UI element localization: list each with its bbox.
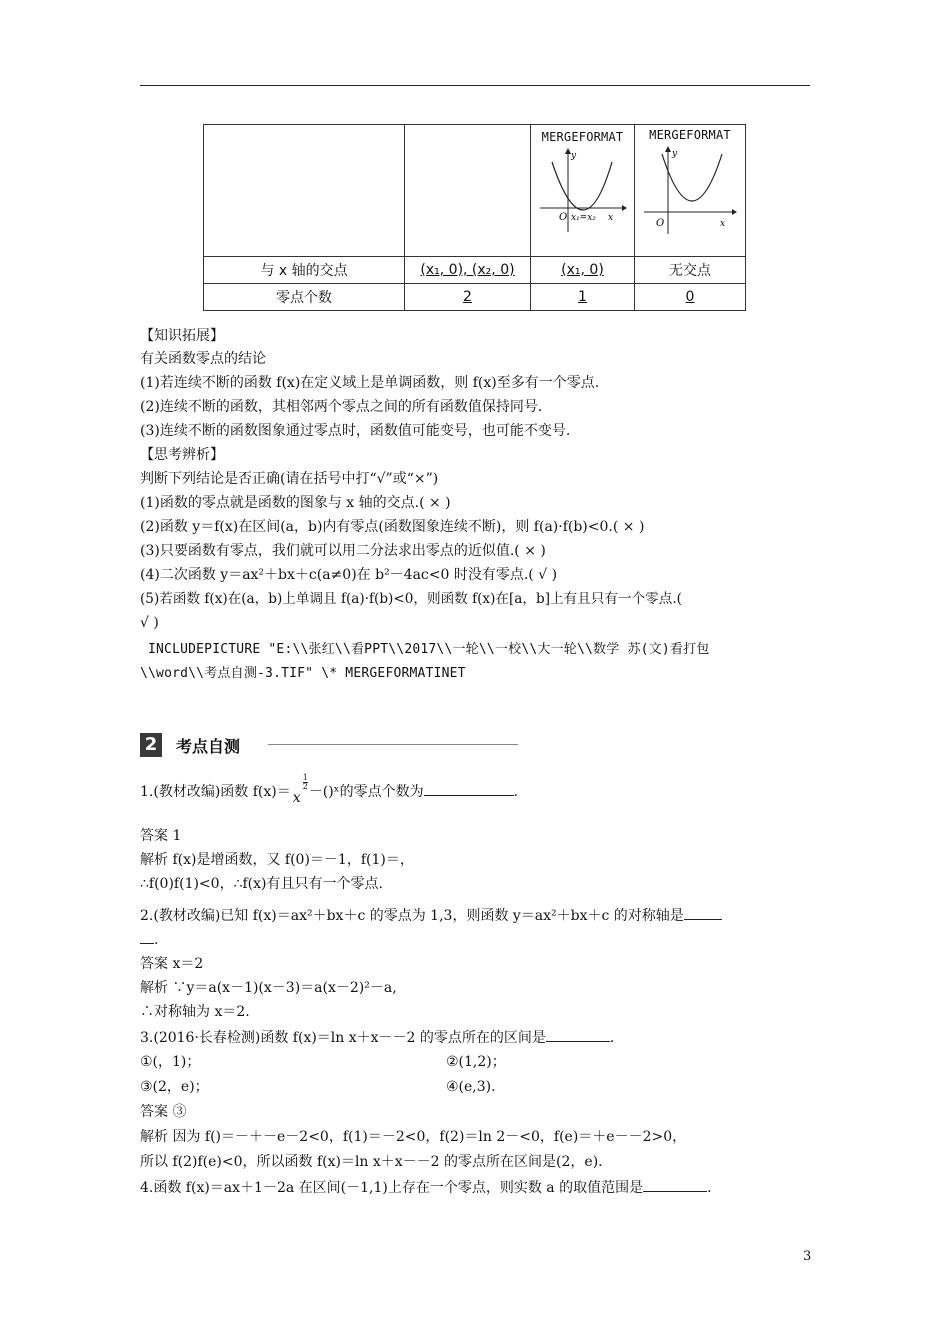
problem-2-question-cont: . <box>140 930 158 950</box>
section-rule <box>268 744 518 745</box>
count-two: 2 <box>405 284 531 311</box>
header-rule <box>140 85 810 86</box>
answer-blank <box>140 930 154 944</box>
extension-item: (1)若连续不断的函数 f(x)在定义域上是单调函数，则 f(x)至多有一个零点. <box>140 375 600 391</box>
problem-4-question: 4.函数 f(x)＝ax＋1－2a 在区间(－1,1)上存在一个零点，则实数 a 的取值范围是 . <box>140 1180 712 1196</box>
extension-item: (3)连续不断的函数图象通过零点时，函数值可能变号，也可能不变号. <box>140 423 571 439</box>
root-label: x₁=x₂ <box>570 213 596 223</box>
problem-1-question: 1.(教材改编)函数 f(x)＝ x 1 2 －()ˣ的零点个数为 . <box>140 773 519 806</box>
parabola-above-axis-graph <box>642 144 738 236</box>
answer-blank <box>684 906 722 920</box>
extension-title: 有关函数零点的结论 <box>140 351 266 367</box>
mergeformat-label: MERGEFORMAT <box>649 128 731 142</box>
includepicture-field-cont: \\word\\考点自测-3.TIF" \* MERGEFORMATINET <box>140 666 466 681</box>
parabola-tangent-graph <box>538 146 628 236</box>
extension-header: 【知识拓展】 <box>140 328 224 344</box>
problem-3-answer: 答案 ③ <box>140 1104 187 1120</box>
judge-item: (4)二次函数 y＝ax²＋bx＋c(a≠0)在 b²－4ac<0 时没有零点.( √ ) <box>140 567 558 583</box>
judge-item: (3)只要函数有零点，我们就可以用二分法求出零点的近似值.( × ) <box>140 543 546 559</box>
power-expression: x 1 2 <box>292 773 308 806</box>
section-title: 考点自测 <box>176 737 241 756</box>
count-one: 1 <box>531 284 635 311</box>
extension-item: (2)连续不断的函数，其相邻两个零点之间的所有函数值保持同号. <box>140 399 543 415</box>
problem-3-option: ④(e,3). <box>446 1079 496 1095</box>
origin-label: O <box>656 218 665 229</box>
problem-2-answer: 答案 x＝2 <box>140 956 204 972</box>
problem-2-analysis: 解析 ∵y＝a(x－1)(x－3)＝a(x－2)²－a, <box>140 980 397 996</box>
intersection-two-roots: (x₁, 0), (x₂, 0) <box>405 257 531 284</box>
intersection-one-root: (x₁, 0) <box>531 257 635 284</box>
axis-y-label: y <box>672 149 678 159</box>
page-number: 3 <box>803 1249 812 1264</box>
count-zero: 0 <box>635 284 746 311</box>
axis-y-label: y <box>570 151 576 161</box>
row-label-intersection: 与 x 轴的交点 <box>204 257 405 284</box>
judge-header: 【思考辨析】 <box>140 447 224 463</box>
zero-point-table <box>203 124 746 311</box>
section-number-badge: 2 <box>140 733 162 757</box>
problem-3-question: 3.(2016·长春检测)函数 f(x)＝ln x＋x－－2 的零点所在的区间是 . <box>140 1030 615 1046</box>
problem-3-option: ②(1,2)； <box>446 1054 506 1070</box>
problem-2-analysis: ∴对称轴为 x＝2. <box>140 1004 250 1020</box>
answer-blank <box>546 1028 610 1042</box>
judge-item-cont: √ ) <box>140 615 159 631</box>
table-cell-empty <box>204 125 405 257</box>
axis-x-label: x <box>607 213 613 223</box>
intersection-none: 无交点 <box>635 257 746 284</box>
problem-2-question: 2.(教材改编)已知 f(x)＝ax²＋bx＋c 的零点为 1,3，则函数 y＝ax²＋bx＋c 的对称轴是 <box>140 906 722 926</box>
row-label-count: 零点个数 <box>204 284 405 311</box>
includepicture-field: INCLUDEPICTURE "E:\\张红\\看PPT\\2017\\一轮\\一校\\大一轮\\数学 苏(文)看打包 <box>148 642 710 657</box>
answer-blank <box>643 1178 707 1192</box>
graph-cell-no-root <box>635 125 746 257</box>
problem-3-option: ③(2，e)； <box>140 1079 209 1095</box>
problem-3-analysis: 解析 因为 f()＝－＋－e－2<0，f(1)＝－2<0，f(2)＝ln 2－<0，f(e)＝＋e－－2>0， <box>140 1129 687 1145</box>
judge-item: (1)函数的零点就是函数的图象与 x 轴的交点.( × ) <box>140 495 451 511</box>
answer-blank <box>424 782 514 796</box>
judge-item: (5)若函数 f(x)在(a，b)上单调且 f(a)·f(b)<0，则函数 f(x)在[a，b]上有且只有一个零点.( <box>140 591 682 607</box>
mergeformat-label: MERGEFORMAT <box>541 130 624 144</box>
problem-1-answer: 答案 1 <box>140 828 182 844</box>
problem-3-option: ①(，1)； <box>140 1054 201 1070</box>
graph-cell-one-root <box>531 125 635 257</box>
judge-prompt: 判断下列结论是否正确(请在括号中打“√”或“×”) <box>140 471 439 487</box>
judge-item: (2)函数 y＝f(x)在区间(a，b)内有零点(函数图象连续不断)，则 f(a)·f(b)<0.( × ) <box>140 519 645 535</box>
problem-1-analysis: ∴f(0)f(1)<0，∴f(x)有且只有一个零点. <box>140 876 383 892</box>
table-cell-empty <box>405 125 531 257</box>
axis-x-label: x <box>720 219 726 229</box>
problem-3-analysis: 所以 f(2)f(e)<0，所以函数 f(x)＝ln x＋x－－2 的零点所在区间是(2，e). <box>140 1154 603 1170</box>
problem-1-analysis: 解析 f(x)是增函数，又 f(0)＝－1，f(1)＝， <box>140 852 414 868</box>
origin-label: O <box>558 212 567 223</box>
